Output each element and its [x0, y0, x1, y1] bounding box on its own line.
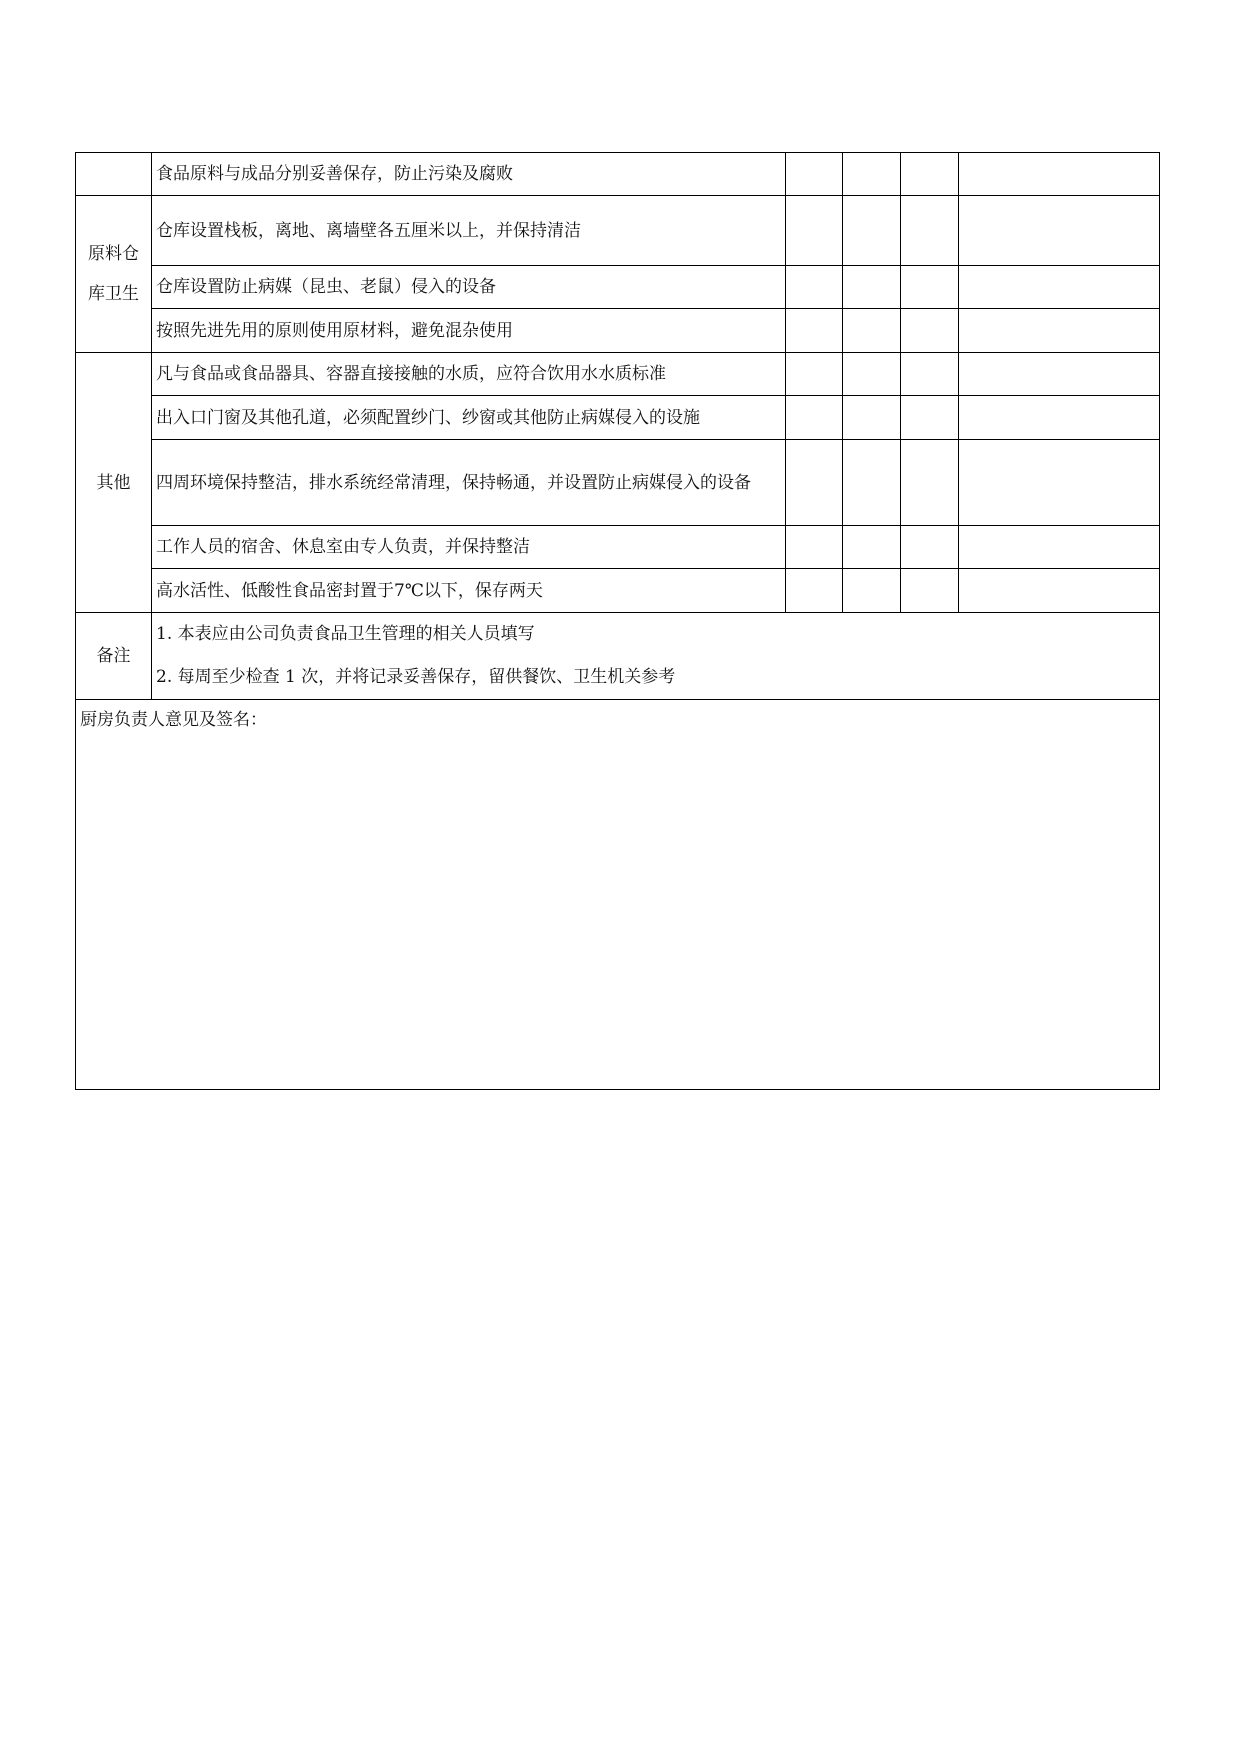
category-notes: 备注: [76, 613, 152, 700]
table-row: [76, 440, 1160, 526]
check-cell[interactable]: [786, 396, 843, 440]
check-cell[interactable]: [843, 396, 901, 440]
check-cell[interactable]: [843, 153, 901, 196]
remark-cell[interactable]: [959, 440, 1160, 526]
check-cell[interactable]: [901, 396, 959, 440]
remark-cell[interactable]: [959, 353, 1160, 396]
check-cell[interactable]: [843, 309, 901, 353]
note-line-1: 1. 本表应由公司负责食品卫生管理的相关人员填写: [156, 624, 535, 644]
check-cell[interactable]: [901, 196, 959, 266]
check-cell[interactable]: [786, 153, 843, 196]
table-row: [76, 153, 1160, 196]
table-row: [76, 266, 1160, 309]
check-item: 凡与食品或食品器具、容器直接接触的水质，应符合饮用水水质标准: [152, 353, 786, 396]
check-cell[interactable]: [901, 153, 959, 196]
table-row: [76, 353, 1160, 396]
table-row: [76, 396, 1160, 440]
notes-cell: [152, 613, 1160, 700]
remark-cell[interactable]: [959, 569, 1160, 613]
check-item: 工作人员的宿舍、休息室由专人负责，并保持整洁: [152, 526, 786, 569]
check-cell[interactable]: [843, 266, 901, 309]
check-cell[interactable]: [901, 569, 959, 613]
check-cell[interactable]: [843, 196, 901, 266]
table-row: [76, 309, 1160, 353]
table-row: [76, 569, 1160, 613]
table-row: [76, 526, 1160, 569]
check-cell[interactable]: [786, 266, 843, 309]
category-raw-warehouse: 原料仓库卫生: [76, 196, 152, 353]
signature-area[interactable]: [76, 700, 1160, 1090]
hygiene-checklist-table: [75, 152, 1160, 1090]
check-item: 按照先进先用的原则使用原材料，避免混杂使用: [152, 309, 786, 353]
check-item: 四周环境保持整洁，排水系统经常清理，保持畅通，并设置防止病媒侵入的设备: [152, 440, 786, 526]
check-item: 出入口门窗及其他孔道，必须配置纱门、纱窗或其他防止病媒侵入的设施: [152, 396, 786, 440]
check-cell[interactable]: [786, 309, 843, 353]
remark-cell[interactable]: [959, 309, 1160, 353]
remark-cell[interactable]: [959, 526, 1160, 569]
check-cell[interactable]: [786, 196, 843, 266]
check-item: 食品原料与成品分别妥善保存，防止污染及腐败: [152, 153, 786, 196]
remark-cell[interactable]: [959, 153, 1160, 196]
table-row: [76, 196, 1160, 266]
check-cell[interactable]: [901, 309, 959, 353]
category-other: 其他: [76, 353, 152, 613]
check-cell[interactable]: [901, 526, 959, 569]
check-cell[interactable]: [843, 440, 901, 526]
category-cell-empty: [76, 153, 152, 196]
check-cell[interactable]: [843, 569, 901, 613]
table-row: [76, 613, 1160, 700]
check-item: 仓库设置栈板，离地、离墙壁各五厘米以上，并保持清洁: [152, 196, 786, 266]
check-cell[interactable]: [901, 353, 959, 396]
check-cell[interactable]: [786, 569, 843, 613]
check-cell[interactable]: [901, 266, 959, 309]
signature-label: 厨房负责人意见及签名：: [80, 710, 267, 730]
check-item: 高水活性、低酸性食品密封置于7℃以下，保存两天: [152, 569, 786, 613]
check-cell[interactable]: [843, 526, 901, 569]
check-cell[interactable]: [786, 353, 843, 396]
check-cell[interactable]: [901, 440, 959, 526]
check-cell[interactable]: [786, 440, 843, 526]
note-line-2: 2. 每周至少检查 1 次，并将记录妥善保存，留供餐饮、卫生机关参考: [156, 667, 676, 687]
table-row: [76, 700, 1160, 1090]
check-item: 仓库设置防止病媒（昆虫、老鼠）侵入的设备: [152, 266, 786, 309]
check-cell[interactable]: [843, 353, 901, 396]
check-cell[interactable]: [786, 526, 843, 569]
remark-cell[interactable]: [959, 196, 1160, 266]
remark-cell[interactable]: [959, 396, 1160, 440]
remark-cell[interactable]: [959, 266, 1160, 309]
